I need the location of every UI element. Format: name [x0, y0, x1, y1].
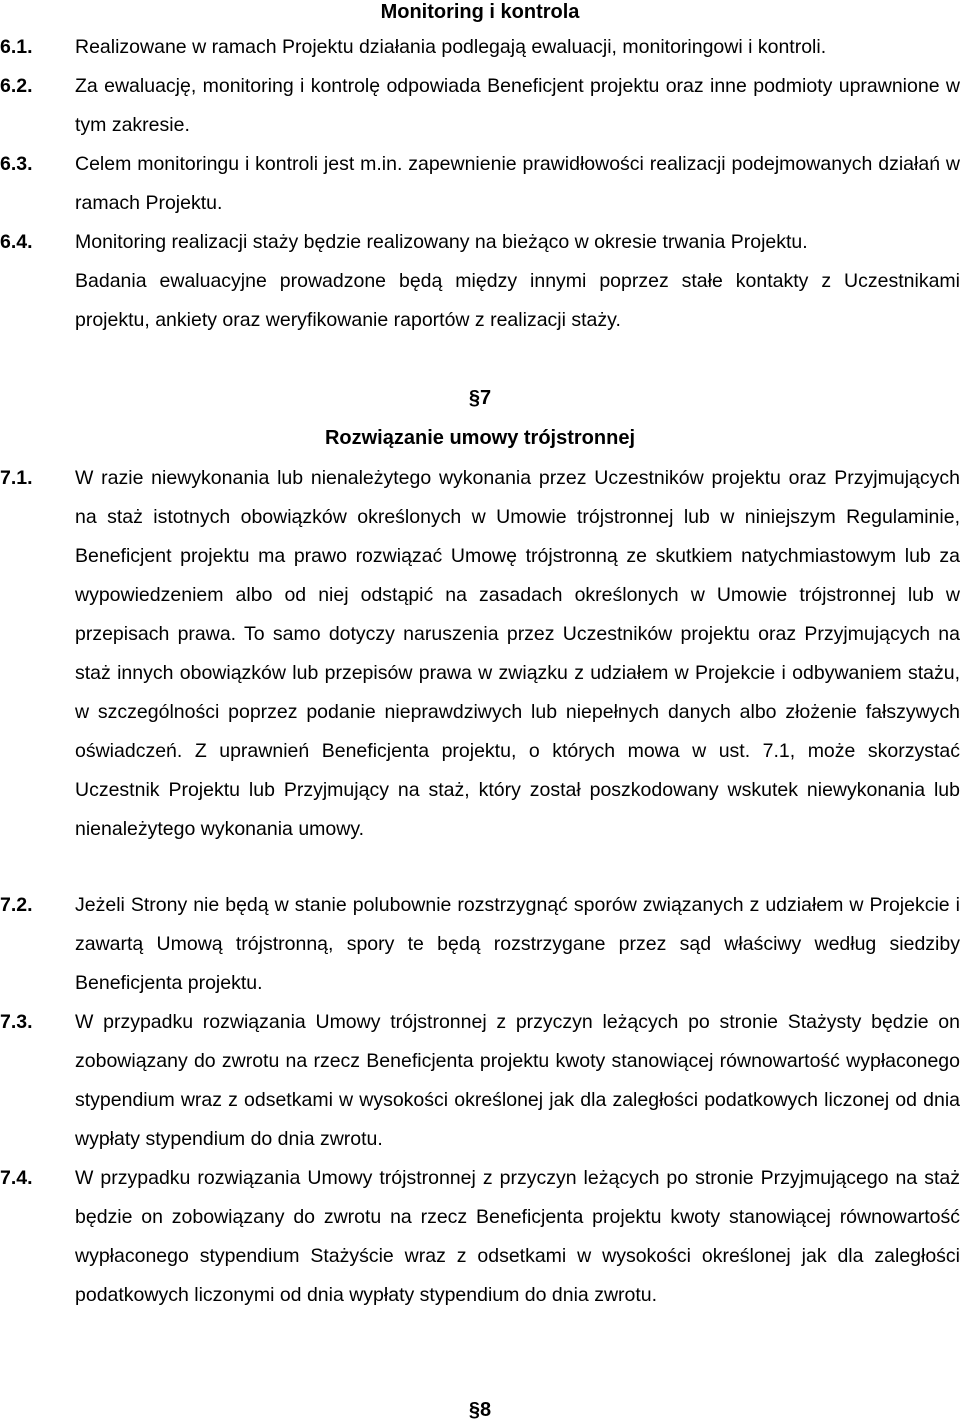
paragraph-6-1: [0, 28, 960, 67]
paragraph-number: 7.3.: [0, 1011, 33, 1033]
paragraph-number: 6.4.: [0, 231, 33, 253]
paragraph-text: W przypadku rozwiązania Umowy trójstronnej z przyczyn leżących po stronie Stażysty będzie on zobowiązany do zwrotu na rzecz Beneficjenta projektu kwoty stanowiącej równowartość wypłaconego stypendium wraz z odsetkami w wysokości określonej jak dla zaległości podatkowych liczonej od dnia wypłaty stypendium do dnia zwrotu.: [75, 1011, 960, 1150]
paragraph-6-4-continuation: Badania ewaluacyjne prowadzone będą między innymi poprzez stałe kontakty z Uczestnikami projektu, ankiety oraz weryfikowanie raportów z realizacji staży.: [75, 270, 960, 331]
paragraph-7-2: [0, 886, 960, 1003]
paragraph-text: Monitoring realizacji staży będzie realizowany na bieżąco w okresie trwania Projektu.: [75, 231, 808, 253]
paragraph-text: W razie niewykonania lub nienależytego wykonania przez Uczestników projektu oraz Przyjmujących na staż istotnych obowiązków określonych w Umowie trójstronnej lub w niniejszym Regulaminie, Beneficjent projektu ma prawo rozwiązać Umowę trójstronną ze skutkiem natychmiastowym lub za wypowiedzeniem albo od niej odstąpić na zasadach określonych w Umowie trójstronnej lub w przepisach prawa. To samo dotyczy naruszenia przez Uczestników projektu oraz Przyjmujących na staż innych obowiązków lub przepisów prawa w związku z udziałem w Projekcie i odbywaniem stażu, w szczególności poprzez podanie nieprawdziwych lub niepełnych danych albo złożenie fałszywych oświadczeń. Z uprawnień Beneficjenta projektu, o których mowa w ust. 7.1, może skorzystać Uczestnik Projektu lub Przyjmujący na staż, który został poszkodowany wskutek niewykonania lub nienależytego wykonania umowy.: [75, 467, 960, 840]
paragraph-6-2: [0, 67, 960, 145]
paragraph-number: 6.3.: [0, 153, 33, 175]
section-number-8: §8: [468, 1399, 492, 1421]
paragraph-text: Realizowane w ramach Projektu działania podlegają ewaluacji, monitoringowi i kontroli.: [75, 36, 827, 58]
paragraph-number: 7.1.: [0, 467, 33, 489]
paragraph-text: Celem monitoringu i kontroli jest m.in. zapewnienie prawidłowości realizacji podejmowanych działań w ramach Projektu.: [75, 153, 960, 214]
paragraph-number: 7.4.: [0, 1167, 33, 1189]
paragraph-7-1: [0, 459, 960, 888]
paragraph-number: 6.1.: [0, 36, 33, 58]
paragraph-7-3: [0, 1003, 960, 1159]
paragraph-text: Jeżeli Strony nie będą w stanie polubownie rozstrzygnąć sporów związanych z udziałem w Projekcie i zawartą Umową trójstronną, spory te będą rozstrzygane przez sąd właściwy według siedziby Beneficjenta projektu.: [75, 894, 960, 994]
section-title-7: Rozwiązanie umowy trójstronnej: [324, 427, 636, 449]
section-heading-monitoring: Monitoring i kontrola: [380, 1, 580, 23]
paragraph-6-3: [0, 145, 960, 223]
paragraph-number: 6.2.: [0, 75, 33, 97]
paragraph-7-4: [0, 1159, 960, 1354]
paragraph-text: W przypadku rozwiązania Umowy trójstronnej z przyczyn leżących po stronie Przyjmującego na staż będzie on zobowiązany do zwrotu na rzecz Beneficjenta projektu kwoty stanowiącej równowartość wypłaconego stypendium Stażyście wraz z odsetkami w wysokości określonej jak dla zaległości podatkowych liczonymi od dnia wypłaty stypendium do dnia zwrotu.: [75, 1167, 960, 1306]
paragraph-number: 7.2.: [0, 894, 33, 916]
section-number-7: §7: [468, 387, 492, 409]
paragraph-text: Za ewaluację, monitoring i kontrolę odpowiada Beneficjent projektu oraz inne podmioty uprawnione w tym zakresie.: [75, 75, 960, 136]
paragraph-6-4: [0, 223, 960, 262]
